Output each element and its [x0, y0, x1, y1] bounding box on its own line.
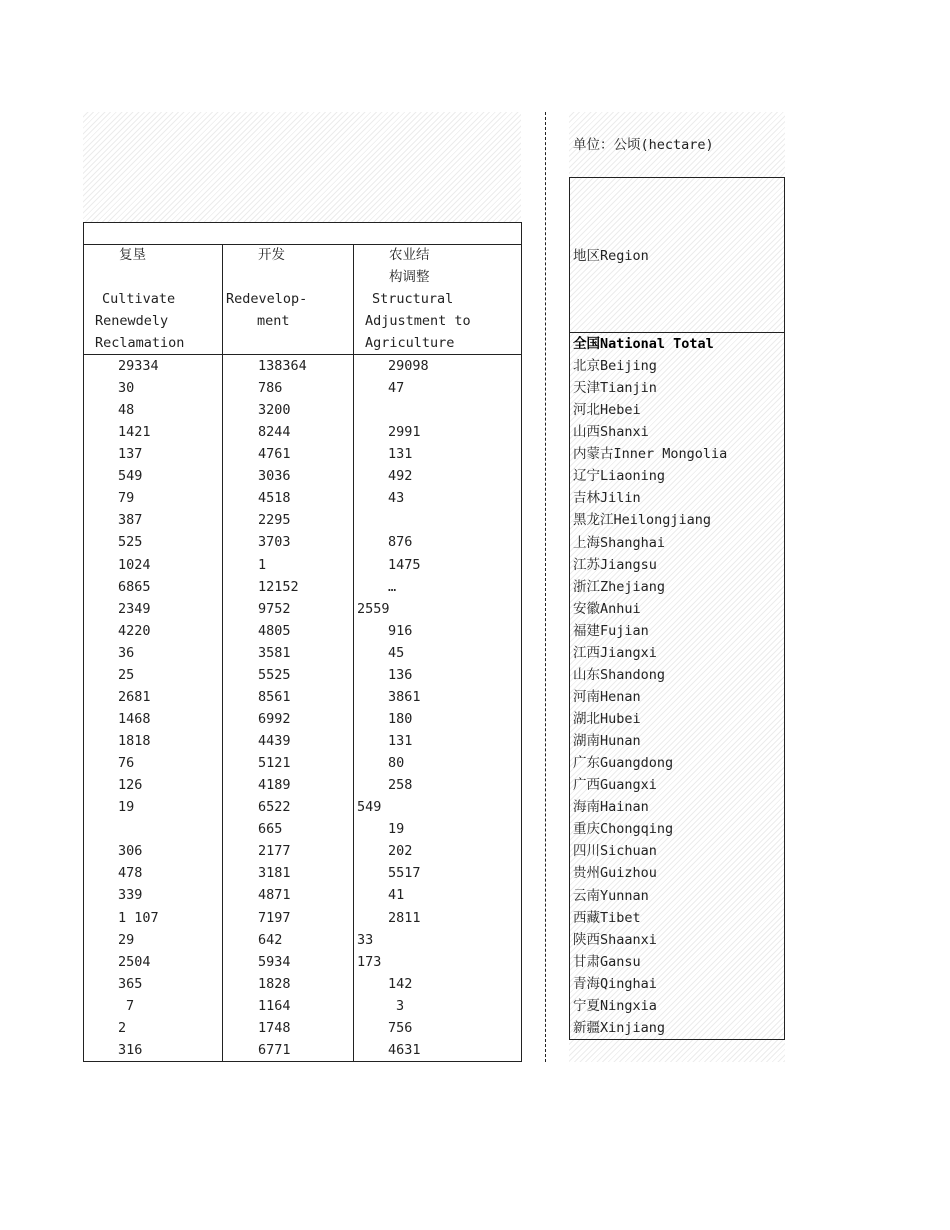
redevelopment-value: 786 [258, 380, 283, 396]
redevelopment-value: 6522 [258, 799, 291, 815]
redevelopment-value: 1164 [258, 998, 291, 1014]
redevelopment-value: 7197 [258, 910, 291, 926]
cultivate-value: 478 [118, 865, 143, 881]
region-name: 安徽Anhui [573, 601, 641, 617]
structural-value: 756 [388, 1020, 413, 1036]
structural-value: 173 [357, 954, 382, 970]
structural-value: 180 [388, 711, 413, 727]
cultivate-value: 79 [118, 490, 135, 506]
header-text: 复垦 [119, 247, 146, 263]
redevelopment-value: 2177 [258, 843, 291, 859]
redevelopment-value: 5934 [258, 954, 291, 970]
structural-value: 2991 [388, 424, 421, 440]
region-name: 四川Sichuan [573, 843, 657, 859]
left-table-left-border [83, 222, 84, 1062]
structural-value: 4631 [388, 1042, 421, 1058]
structural-value: 3 [396, 998, 405, 1014]
region-name: 湖南Hunan [573, 733, 641, 749]
structural-value: 202 [388, 843, 413, 859]
structural-value: 43 [388, 490, 405, 506]
region-name: 浙江Zhejiang [573, 579, 666, 595]
redevelopment-value: 1 [258, 557, 267, 573]
region-name: 福建Fujian [573, 623, 649, 639]
redevelopment-value: 3036 [258, 468, 291, 484]
structural-value: 1475 [388, 557, 421, 573]
redevelopment-value: 6992 [258, 711, 291, 727]
header-text: Reclamation [95, 335, 185, 351]
cultivate-value: 365 [118, 976, 143, 992]
structural-value: 876 [388, 534, 413, 550]
structural-value: 492 [388, 468, 413, 484]
region-name: 山东Shandong [573, 667, 666, 683]
cultivate-value: 4220 [118, 623, 151, 639]
cultivate-value: 525 [118, 534, 143, 550]
cultivate-value: 29334 [118, 358, 159, 374]
cultivate-value: 137 [118, 446, 143, 462]
redevelopment-value: 138364 [258, 358, 307, 374]
region-name: 陕西Shaanxi [573, 932, 657, 948]
redevelopment-value: 4518 [258, 490, 291, 506]
header-text: Agriculture [365, 335, 455, 351]
cultivate-value: 306 [118, 843, 143, 859]
cultivate-value: 316 [118, 1042, 143, 1058]
cultivate-value: 2504 [118, 954, 151, 970]
structural-value: 45 [388, 645, 405, 661]
header-text: Cultivate [102, 291, 176, 307]
header-text: ment [257, 313, 290, 329]
structural-value: 33 [357, 932, 374, 948]
region-name: 河南Henan [573, 689, 641, 705]
region-name: 广西Guangxi [573, 777, 657, 793]
structural-value: 80 [388, 755, 405, 771]
region-name: 内蒙古Inner Mongolia [573, 446, 728, 462]
structural-value: 142 [388, 976, 413, 992]
header-text: Adjustment to [365, 313, 471, 329]
region-name: 江苏Jiangsu [573, 557, 657, 573]
redevelopment-value: 3581 [258, 645, 291, 661]
cultivate-value: 2 [118, 1020, 127, 1036]
cultivate-value: 339 [118, 887, 143, 903]
structural-value: 549 [357, 799, 382, 815]
cultivate-value: 2681 [118, 689, 151, 705]
redevelopment-value: 642 [258, 932, 283, 948]
redevelopment-value: 4439 [258, 733, 291, 749]
cultivate-value: 1024 [118, 557, 151, 573]
structural-value: 2811 [388, 910, 421, 926]
region-name: 河北Hebei [573, 402, 641, 418]
redevelopment-value: 8244 [258, 424, 291, 440]
header-text: Renewdely [95, 313, 169, 329]
structural-value: 47 [388, 380, 405, 396]
header-text: 构调整 [389, 269, 430, 285]
region-name: 江西Jiangxi [573, 645, 657, 661]
cultivate-value: 2349 [118, 601, 151, 617]
structural-value: 5517 [388, 865, 421, 881]
region-header: 地区Region [573, 248, 649, 264]
redevelopment-value: 9752 [258, 601, 291, 617]
region-name: 吉林Jilin [573, 490, 641, 506]
region-name: 青海Qinghai [573, 976, 657, 992]
cultivate-value: 7 [126, 998, 135, 1014]
redevelopment-value: 4761 [258, 446, 291, 462]
structural-value: 131 [388, 733, 413, 749]
left-table-top-border [83, 222, 521, 223]
cultivate-value: 29 [118, 932, 135, 948]
cultivate-value: 30 [118, 380, 135, 396]
cultivate-value: 549 [118, 468, 143, 484]
unit-label: 单位：公顷(hectare) [573, 137, 714, 153]
redevelopment-value: 4871 [258, 887, 291, 903]
redevelopment-value: 5121 [258, 755, 291, 771]
cultivate-value: 36 [118, 645, 135, 661]
cultivate-value: 1468 [118, 711, 151, 727]
region-name: 云南Yunnan [573, 888, 649, 904]
region-name: 北京Beijing [573, 358, 657, 374]
region-name: 新疆Xinjiang [573, 1020, 666, 1036]
structural-value: 3861 [388, 689, 421, 705]
cultivate-value: 126 [118, 777, 143, 793]
region-name: 上海Shanghai [573, 535, 666, 551]
region-name: 重庆Chongqing [573, 821, 674, 837]
cultivate-value: 1818 [118, 733, 151, 749]
cultivate-value: 48 [118, 402, 135, 418]
structural-value: 258 [388, 777, 413, 793]
header-text: 开发 [258, 247, 285, 263]
region-name: 贵州Guizhou [573, 865, 657, 881]
cultivate-value: 1421 [118, 424, 151, 440]
region-name: 西藏Tibet [573, 910, 641, 926]
structural-value: 131 [388, 446, 413, 462]
structural-value: … [388, 579, 397, 595]
region-name: 山西Shanxi [573, 424, 649, 440]
redevelopment-value: 4189 [258, 777, 291, 793]
left-table-header-top-border [83, 244, 521, 245]
cultivate-value: 25 [118, 667, 135, 683]
left-table-right-border [521, 222, 522, 1062]
region-name: 海南Hainan [573, 799, 649, 815]
structural-value: 136 [388, 667, 413, 683]
redevelopment-value: 3200 [258, 402, 291, 418]
redevelopment-value: 1828 [258, 976, 291, 992]
redevelopment-value: 4805 [258, 623, 291, 639]
cultivate-value: 387 [118, 512, 143, 528]
header-text: Structural [372, 291, 454, 307]
header-text: 农业结 [389, 247, 430, 263]
header-text: Redevelop- [226, 291, 308, 307]
redevelopment-value: 2295 [258, 512, 291, 528]
cultivate-value: 76 [118, 755, 135, 771]
cultivate-value: 19 [118, 799, 135, 815]
left-table-bottom-border [83, 1061, 521, 1062]
redevelopment-value: 5525 [258, 667, 291, 683]
page-fold-divider [545, 112, 546, 1062]
redevelopment-value: 6771 [258, 1042, 291, 1058]
region-name: 天津Tianjin [573, 380, 657, 396]
structural-value: 19 [388, 821, 405, 837]
redevelopment-value: 1748 [258, 1020, 291, 1036]
redevelopment-value: 12152 [258, 579, 299, 595]
cultivate-value: 6865 [118, 579, 151, 595]
region-name: 黑龙江Heilongjiang [573, 512, 712, 528]
region-name: 广东Guangdong [573, 755, 674, 771]
redevelopment-value: 665 [258, 821, 283, 837]
cultivate-value: 1 107 [118, 910, 159, 926]
structural-value: 916 [388, 623, 413, 639]
redevelopment-value: 3703 [258, 534, 291, 550]
redevelopment-value: 3181 [258, 865, 291, 881]
region-name: 宁夏Ningxia [573, 998, 657, 1014]
redevelopment-value: 8561 [258, 689, 291, 705]
left-table-col-divider-1 [222, 244, 223, 1061]
region-name: 甘肃Gansu [573, 954, 641, 970]
region-name: 辽宁Liaoning [573, 468, 666, 484]
structural-value: 41 [388, 887, 405, 903]
structural-value: 2559 [357, 601, 390, 617]
left-table-col-divider-2 [353, 244, 354, 1061]
region-name: 全国National Total [573, 336, 714, 352]
structural-value: 29098 [388, 358, 429, 374]
left-page-background [83, 112, 521, 222]
region-name: 湖北Hubei [573, 711, 641, 727]
